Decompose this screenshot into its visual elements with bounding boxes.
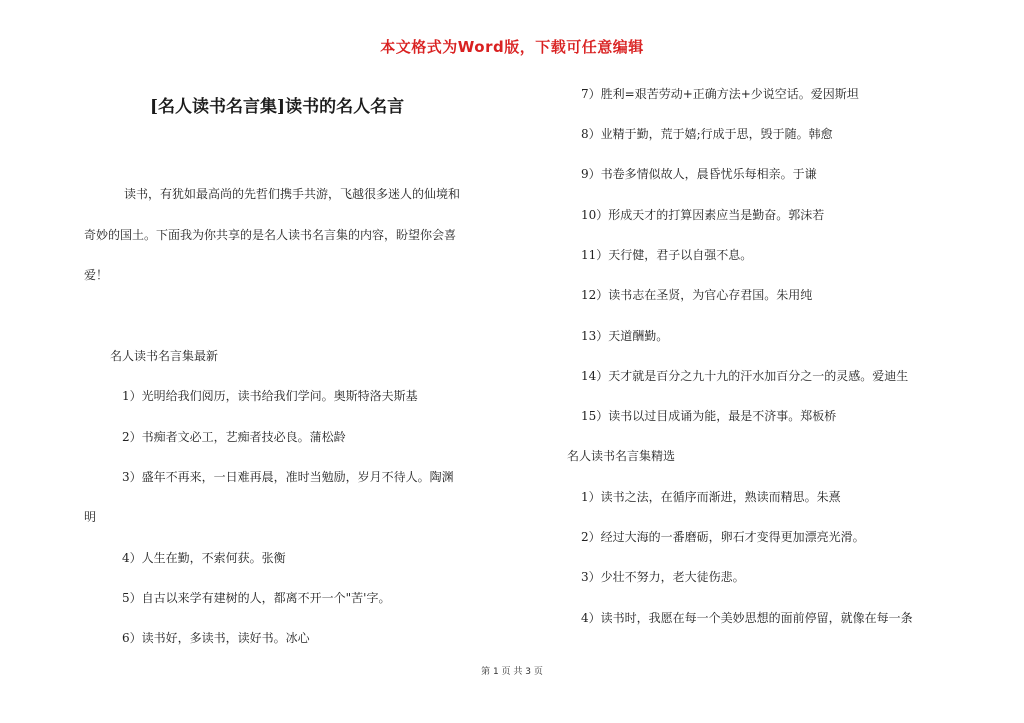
intro-line-1: 读书，有犹如最高尚的先哲们携手共游，飞越很多迷人的仙境和 [124, 187, 461, 201]
quote-10: 10）形成天才的打算因素应当是勤奋。郭沫若 [581, 208, 825, 222]
page-number: 第 1 页 共 3 页 [481, 667, 543, 677]
quote-3-line-2: 明 [84, 510, 97, 524]
document-banner: 本文格式为Word版，下载可任意编辑 [380, 38, 644, 56]
quote-8: 8）业精于勤，荒于嬉;行成于思，毁于随。韩愈 [581, 127, 833, 141]
section-heading-selected: 名人读书名言集精选 [567, 449, 676, 463]
selected-quote-4: 4）读书时，我愿在每一个美妙思想的面前停留，就像在每一条 [581, 611, 913, 625]
selected-quote-2: 2）经过大海的一番磨砺，卵石才变得更加漂亮光滑。 [581, 530, 865, 544]
quote-12: 12）读书志在圣贤，为官心存君国。朱用纯 [581, 288, 813, 302]
quote-4: 4）人生在勤，不索何获。张衡 [122, 551, 286, 565]
quote-14: 14）天才就是百分之九十九的汗水加百分之一的灵感。爱迪生 [581, 369, 909, 383]
quote-1: 1）光明给我们阅历，读书给我们学问。奥斯特洛夫斯基 [122, 389, 418, 403]
intro-line-3: 爱！ [84, 268, 109, 282]
selected-quote-3: 3）少壮不努力，老大徒伤悲。 [581, 570, 745, 584]
quote-5: 5）自古以来学有建树的人，都离不开一个"苦'字。 [122, 591, 391, 605]
quote-15: 15）读书以过目成诵为能，最是不济事。郑板桥 [581, 409, 837, 423]
section-heading-latest: 名人读书名言集最新 [110, 349, 219, 363]
quote-9: 9）书卷多情似故人，晨昏忧乐每相亲。于谦 [581, 167, 817, 181]
quote-13: 13）天道酬勤。 [581, 329, 669, 343]
document-title: [名人读书名言集]读书的名人名言 [150, 97, 405, 117]
selected-quote-1: 1）读书之法，在循序而渐进，熟读而精思。朱熹 [581, 490, 841, 504]
quote-3-line-1: 3）盛年不再来，一日难再晨，准时当勉励，岁月不待人。陶渊 [122, 470, 454, 484]
intro-line-2: 奇妙的国土。下面我为你共享的是名人读书名言集的内容，盼望你会喜 [84, 228, 457, 242]
quote-6: 6）读书好，多读书，读好书。冰心 [122, 631, 310, 645]
quote-11: 11）天行健，君子以自强不息。 [581, 248, 753, 262]
quote-7: 7）胜利=艰苦劳动+正确方法+少说空话。爱因斯坦 [581, 87, 859, 101]
quote-2: 2）书痴者文必工，艺痴者技必良。蒲松龄 [122, 430, 346, 444]
